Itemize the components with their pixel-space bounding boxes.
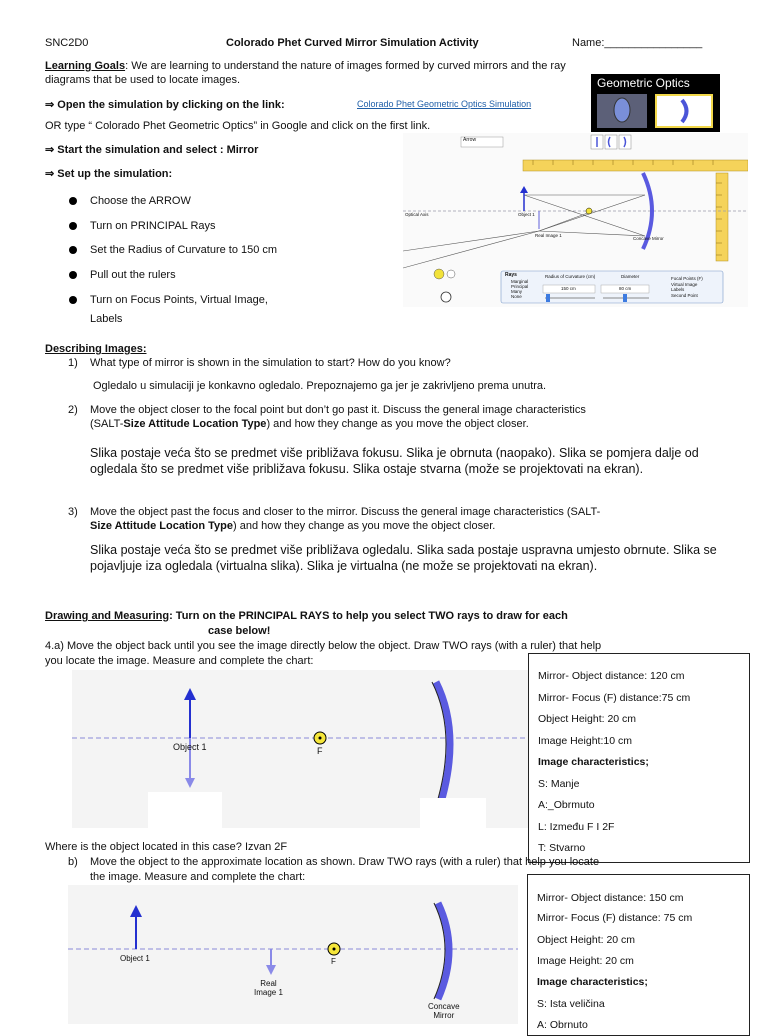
chart-b-row: Image Height: 20 cm bbox=[537, 955, 634, 967]
bullet-item: Turn on PRINCIPAL Rays bbox=[90, 220, 216, 232]
diagram-b-focus-label: F bbox=[331, 957, 336, 966]
rays-title: Rays bbox=[505, 272, 517, 278]
question-3-line2: Size Attitude Location Type) and how they change as you move the object closer. bbox=[90, 520, 496, 532]
chart-a-row: Object Height: 20 cm bbox=[538, 713, 637, 725]
learning-goals-label: Learning Goals bbox=[45, 60, 126, 72]
display-checkboxes[interactable] bbox=[671, 276, 703, 298]
answer-3: Slika postaje veća što se predmet više približava ogledalu. Slika sada postaje uspravna umjesto obrnute. Slika se pojavljuje iza ogledala (virtualna slika). Slika je virtualna (ne može se projektovati na ekran). bbox=[90, 543, 717, 573]
banner-title: Geometric Optics bbox=[597, 76, 690, 90]
bullet-icon bbox=[69, 271, 77, 279]
chart-b-row: Object Height: 20 cm bbox=[537, 934, 636, 946]
chart-b bbox=[527, 874, 750, 1036]
rays-options[interactable] bbox=[511, 279, 528, 299]
diameter-label: Diameter bbox=[621, 274, 640, 279]
bullet-icon bbox=[69, 246, 77, 254]
diagram-a-object-label: Object 1 bbox=[173, 742, 207, 752]
sim-real-image-label: Real Image 1 bbox=[535, 233, 562, 238]
ray-option[interactable]: Marginal bbox=[511, 279, 529, 284]
ray-option[interactable]: Principal bbox=[511, 284, 529, 289]
bullet-item-continuation: Labels bbox=[90, 313, 123, 325]
diagram-a-focus-label: F bbox=[317, 746, 323, 756]
checkbox-option[interactable]: Second Point bbox=[671, 292, 698, 298]
bullet-item: Choose the ARROW bbox=[90, 195, 191, 207]
chart-b-row: Mirror- Object distance: 150 cm bbox=[537, 892, 684, 904]
geometric-optics-banner bbox=[591, 74, 720, 132]
bullet-item: Turn on Focus Points, Virtual Image, bbox=[90, 294, 268, 306]
learning-goals-line2: diagrams that be used to locate images. bbox=[45, 74, 241, 86]
describing-images-heading: Describing Images: bbox=[45, 343, 147, 355]
chart-b-row: A: Obrnuto bbox=[537, 1019, 588, 1031]
drawing-instruction-2: case below! bbox=[208, 625, 271, 637]
question-1: What type of mirror is shown in the simulation to start? How do you know? bbox=[90, 357, 451, 369]
diagram-b-image-label: Real Image 1 bbox=[254, 979, 283, 997]
question-4b-line2: the image. Measure and complete the chart: bbox=[90, 871, 306, 883]
ray-option[interactable]: Many bbox=[511, 289, 523, 294]
checkbox-option[interactable]: Virtual Image bbox=[671, 281, 698, 287]
page-title: Colorado Phet Curved Mirror Simulation Activity bbox=[226, 37, 479, 49]
chart-a-row: Mirror- Object distance: 120 cm bbox=[538, 670, 685, 682]
answer-2: Slika postaje veća što se predmet više približava fokusu. Slika je obrnuta (naopako). Slika se pomjera dalje od ogledala što se predmet više približava fokusu. Slika ostaje stvarna (može se projektovati na ekran). bbox=[90, 446, 699, 476]
bullet-icon bbox=[69, 197, 77, 205]
bullet-item: Pull out the rulers bbox=[90, 269, 176, 281]
chart-a-row: A:_Obrmuto bbox=[538, 799, 595, 811]
chart-b-row: S: Ista veličina bbox=[537, 998, 605, 1010]
bullet-icon bbox=[69, 222, 77, 230]
drawing-heading: Drawing and Measuring bbox=[45, 610, 170, 622]
checkbox-option[interactable]: Focal Points (F) bbox=[671, 276, 703, 281]
bullet-item: Set the Radius of Curvature to 150 cm bbox=[90, 244, 278, 256]
checkbox-option[interactable]: Labels bbox=[671, 287, 685, 292]
question-2-line1: Move the object closer to the focal point but don’t go past it. Discuss the general image characteristics bbox=[90, 404, 586, 416]
step-start-simulation: ⇒ Start the simulation and select : Mirror bbox=[45, 144, 259, 156]
chart-a-row: L: Između F I 2F bbox=[538, 821, 615, 833]
learning-goals-line1 bbox=[45, 60, 566, 72]
learning-goals-text: : We are learning to understand the nature of images formed by curved mirrors and the ray bbox=[125, 60, 566, 72]
chart-a-row: S: Manje bbox=[538, 778, 580, 790]
name-field[interactable]: Name:________________ bbox=[572, 37, 703, 49]
question-4a-line2: you locate the image. Measure and complete the chart: bbox=[45, 655, 314, 667]
sim-mirror-label: Concave Mirror bbox=[633, 236, 664, 241]
mirror-thumbnail-icon[interactable] bbox=[655, 94, 713, 128]
lens-thumbnail-icon[interactable] bbox=[597, 94, 647, 128]
chart-b-row: Image characteristics; bbox=[537, 976, 648, 988]
chart-a-row: Image Height:10 cm bbox=[538, 735, 632, 747]
question-4a-where: Where is the object located in this case? Izvan 2F bbox=[45, 841, 288, 853]
chart-b-row: Mirror- Focus (F) distance: 75 cm bbox=[537, 912, 693, 924]
answer-1: Ogledalo u simulaciji je konkavno ogledalo. Prepoznajemo ga jer je zakrivljeno prema unutra. bbox=[93, 380, 547, 392]
ray-diagram-b bbox=[68, 885, 518, 1024]
diameter-value[interactable]: 80 cm bbox=[619, 286, 632, 291]
course-code: SNC2D0 bbox=[45, 37, 89, 49]
question-2-line2: (SALT-Size Attitude Location Type) and how they change as you move the object closer. bbox=[90, 418, 529, 430]
roc-label: Radius of Curvature (cm) bbox=[545, 274, 596, 279]
step-or-type: OR type “ Colorado Phet Geometric Optics” in Google and click on the first link. bbox=[45, 120, 431, 132]
simulation-screenshot bbox=[403, 133, 748, 307]
drawing-instruction: : Turn on the PRINCIPAL RAYS to help you select TWO rays to draw for each bbox=[169, 610, 568, 622]
sim-object-label: Object 1 bbox=[518, 212, 535, 217]
ray-diagram-a bbox=[72, 670, 530, 828]
chart-a-row: Mirror- Focus (F) distance:75 cm bbox=[538, 692, 691, 704]
question-4a-line1: 4.a) Move the object back until you see the image directly below the object. Draw TWO rays (with a ruler) that help bbox=[45, 640, 602, 652]
diagram-b-object-label: Object 1 bbox=[120, 954, 150, 963]
chart-a-row: T: Stvarno bbox=[538, 842, 586, 854]
roc-value[interactable]: 150 cm bbox=[561, 286, 576, 291]
step-open-simulation: ⇒ Open the simulation by clicking on the link: bbox=[45, 99, 285, 111]
question-4b-line1: Move the object to the approximate location as shown. Draw TWO rays (with a ruler) that help you locate bbox=[90, 856, 600, 868]
bullet-icon bbox=[69, 296, 77, 304]
simulation-link[interactable]: Colorado Phet Geometric Optics Simulation bbox=[357, 99, 532, 109]
step-setup: ⇒ Set up the simulation: bbox=[45, 168, 173, 180]
drawing-heading-line bbox=[45, 610, 568, 622]
diagram-b-mirror-label: Concave Mirror bbox=[428, 1002, 460, 1020]
chart-a-row: Image characteristics; bbox=[538, 756, 649, 768]
question-3-line1: Move the object past the focus and closer to the mirror. Discuss the general image characteristics (SALT- bbox=[90, 506, 601, 518]
arrow-select[interactable]: Arrow bbox=[463, 137, 477, 143]
chart-a bbox=[528, 653, 750, 863]
ray-option[interactable]: None bbox=[511, 294, 522, 299]
optical-axis-label: Optical Axis bbox=[405, 212, 429, 217]
